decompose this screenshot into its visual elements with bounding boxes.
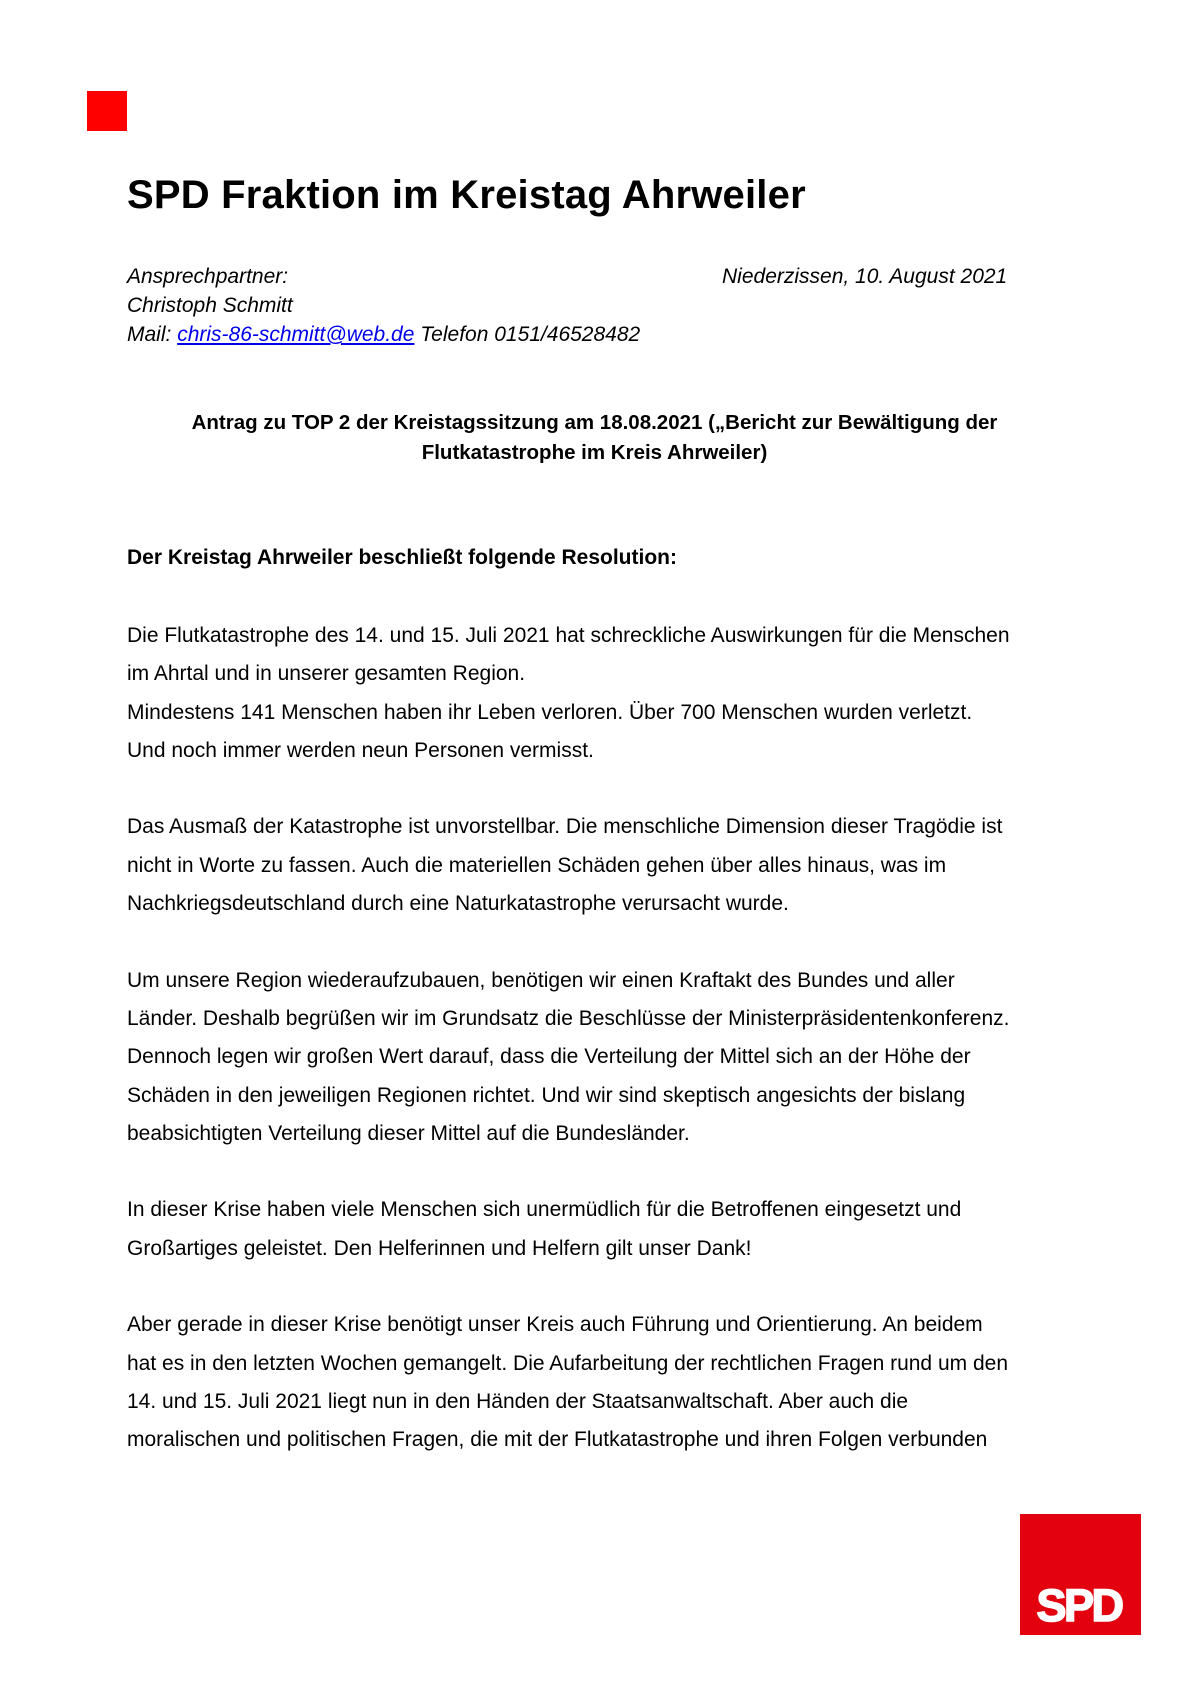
spd-logo-text: SPD bbox=[1036, 1580, 1122, 1631]
text-line: Dennoch legen wir großen Wert darauf, dass die Verteilung der Mittel sich an der Höhe der bbox=[127, 1045, 971, 1069]
motion-title-line: Flutkatastrophe im Kreis Ahrweiler) bbox=[421, 441, 768, 464]
contact-mail-line bbox=[127, 320, 640, 349]
phone-number: Telefon 0151/46528482 bbox=[420, 323, 641, 346]
contact-name: Christoph Schmitt bbox=[127, 294, 293, 317]
place-date: Niederzissen, 10. August 2021 bbox=[722, 265, 1008, 288]
text-line: Schäden in den jeweiligen Regionen richtet. Und wir sind skeptisch angesichts der bislang bbox=[127, 1083, 966, 1107]
text-line: Großartiges geleistet. Den Helferinnen und Helfern gilt unser Dank! bbox=[127, 1236, 752, 1260]
paragraph bbox=[127, 617, 1077, 770]
text-line: Länder. Deshalb begrüßen wir im Grundsatz die Beschlüsse der Ministerpräsidentenkonferenz. bbox=[127, 1006, 1010, 1030]
text-line: moralischen und politischen Fragen, die mit der Flutkatastrophe und ihren Folgen verbunden bbox=[127, 1428, 988, 1452]
spd-logo bbox=[1020, 1514, 1141, 1635]
paragraph bbox=[127, 808, 1077, 923]
spd-logo-icon bbox=[1020, 1514, 1141, 1635]
text-line: In dieser Krise haben viele Menschen sich unermüdlich für die Betroffenen eingesetzt und bbox=[127, 1198, 962, 1222]
paragraph bbox=[127, 1191, 1077, 1268]
text-line: im Ahrtal und in unserer gesamten Region. bbox=[127, 662, 526, 686]
text-line: 14. und 15. Juli 2021 liegt nun in den Händen der Staatsanwaltschaft. Aber auch die bbox=[127, 1389, 909, 1413]
text-line: Um unsere Region wiederaufzubauen, benötigen wir einen Kraftakt des Bundes und aller bbox=[127, 968, 955, 992]
resolution-heading: Der Kreistag Ahrweiler beschließt folgende Resolution: bbox=[127, 546, 677, 569]
text-line: Die Flutkatastrophe des 14. und 15. Juli 2021 hat schreckliche Auswirkungen für die Menschen bbox=[127, 624, 1010, 647]
text-line: nicht in Worte zu fassen. Auch die materiellen Schäden gehen über alles hinaus, was im bbox=[127, 853, 947, 877]
organization-title: SPD Fraktion im Kreistag Ahrweiler bbox=[127, 173, 806, 217]
motion-title-line: Antrag zu TOP 2 der Kreistagssitzung am 18.08.2021 („Bericht zur Bewältigung der bbox=[191, 411, 998, 434]
paragraph bbox=[127, 1306, 1077, 1459]
text-line: hat es in den letzten Wochen gemangelt. Die Aufarbeitung der rechtlichen Fragen rund um den bbox=[127, 1351, 1008, 1375]
text-line: Nachkriegsdeutschland durch eine Naturkatastrophe verursacht wurde. bbox=[127, 892, 789, 916]
motion-title bbox=[127, 408, 1062, 468]
text-line: Und noch immer werden neun Personen vermisst. bbox=[127, 738, 594, 762]
contact-block bbox=[127, 262, 640, 349]
mail-label: Mail: bbox=[127, 323, 172, 346]
contact-label: Ansprechpartner: bbox=[127, 265, 289, 288]
text-line: Das Ausmaß der Katastrophe ist unvorstellbar. Die menschliche Dimension dieser Tragödie ist bbox=[127, 815, 1003, 839]
corner-red-square bbox=[87, 91, 127, 131]
text-line: Aber gerade in dieser Krise benötigt unser Kreis auch Führung und Orientierung. An beidem bbox=[127, 1313, 983, 1337]
resolution-body bbox=[127, 617, 1077, 1460]
paragraph bbox=[127, 962, 1077, 1153]
text-line: Mindestens 141 Menschen haben ihr Leben verloren. Über 700 Menschen wurden verletzt. bbox=[127, 700, 973, 724]
text-line: beabsichtigten Verteilung dieser Mittel auf die Bundesländer. bbox=[127, 1121, 690, 1145]
email-link[interactable]: chris-86-schmitt@web.de bbox=[177, 323, 415, 346]
